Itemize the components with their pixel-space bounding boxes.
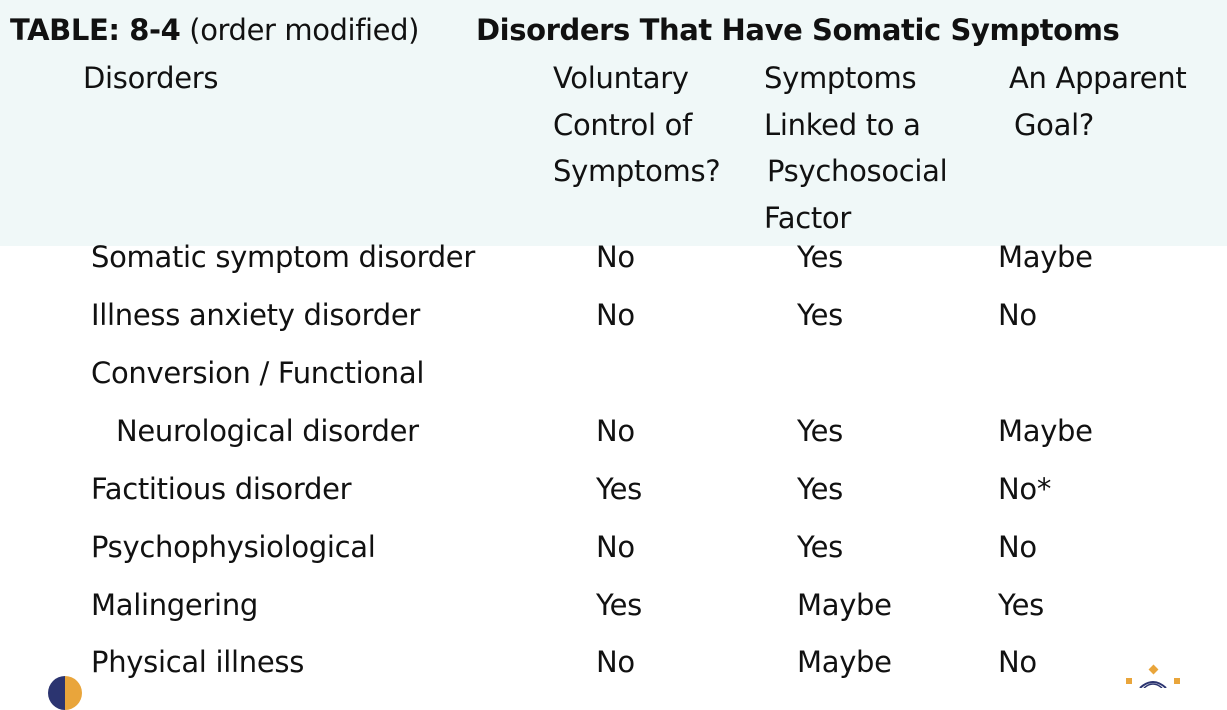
row-psychosocial: Yes <box>797 240 843 274</box>
row-goal: Maybe <box>998 240 1093 274</box>
column-header-line: Symptoms? <box>553 154 721 188</box>
row-goal: Yes <box>998 588 1044 622</box>
table-note: (order modified) <box>180 13 420 47</box>
row-voluntary: No <box>596 240 635 274</box>
row-goal: No* <box>998 472 1052 506</box>
column-header-line: Symptoms <box>764 61 917 95</box>
column-header-line: Control of <box>553 107 692 142</box>
row-disorder: Conversion / Functional <box>91 356 425 390</box>
table-title: Disorders That Have Somatic Symptoms <box>476 13 1120 47</box>
row-disorder: Neurological disorder <box>116 414 419 448</box>
row-psychosocial: Yes <box>797 530 843 564</box>
table-label: TABLE: 8-4 <box>10 13 181 47</box>
row-psychosocial: Yes <box>797 414 843 448</box>
column-header-line: Psychosocial <box>767 154 948 188</box>
row-disorder: Psychophysiological <box>91 530 376 564</box>
row-goal: No <box>998 645 1037 679</box>
column-header-line: Factor <box>764 200 851 235</box>
column-header-voluntary <box>553 55 720 195</box>
row-voluntary: No <box>596 645 635 679</box>
row-psychosocial: Maybe <box>797 588 892 622</box>
column-header-goal <box>1009 55 1186 148</box>
row-voluntary: No <box>596 530 635 564</box>
ornament-logo-icon <box>1124 664 1184 688</box>
row-goal: No <box>998 298 1037 332</box>
column-header-line: An Apparent <box>1009 61 1187 95</box>
row-voluntary: No <box>596 414 635 448</box>
row-goal: Maybe <box>998 414 1093 448</box>
row-voluntary: Yes <box>596 472 642 506</box>
row-disorder: Illness anxiety disorder <box>91 298 420 332</box>
row-psychosocial: Yes <box>797 298 843 332</box>
row-disorder: Factitious disorder <box>91 472 352 506</box>
row-disorder: Malingering <box>91 588 259 622</box>
university-seal-icon <box>48 676 82 710</box>
row-voluntary: Yes <box>596 588 642 622</box>
column-header-line: Linked to a <box>764 107 921 142</box>
row-voluntary: No <box>596 298 635 332</box>
row-psychosocial: Yes <box>797 472 843 506</box>
row-disorder: Physical illness <box>91 645 304 679</box>
row-psychosocial: Maybe <box>797 645 892 679</box>
column-header-disorders: Disorders <box>83 61 219 95</box>
column-header-line: Goal? <box>1014 107 1094 142</box>
row-goal: No <box>998 530 1037 564</box>
column-header-line: Voluntary <box>553 61 689 95</box>
column-header-psychosocial <box>764 55 947 241</box>
row-disorder: Somatic symptom disorder <box>91 240 475 274</box>
table-number <box>10 12 419 48</box>
